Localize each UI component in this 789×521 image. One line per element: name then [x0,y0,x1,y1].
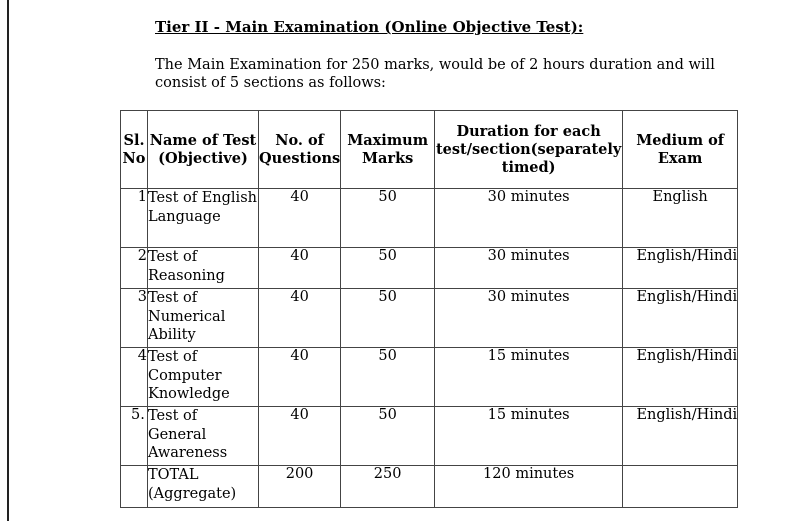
row-duration: 30 minutes [435,248,623,289]
row-medium: English/Hindi [623,248,738,289]
total-sl-empty [121,466,148,508]
row-test-name: Test of Reasoning [148,248,259,289]
row-medium: English/Hindi [623,407,738,466]
total-row [121,466,738,508]
table-row [121,289,738,348]
table-header-row [121,111,738,189]
row-duration: 30 minutes [435,289,623,348]
total-medium-empty [623,466,738,508]
row-medium: English/Hindi [623,289,738,348]
row-questions: 40 [259,348,341,407]
row-duration: 15 minutes [435,348,623,407]
total-label: TOTAL (Aggregate) [148,466,259,508]
total-max-marks: 250 [341,466,435,508]
row-duration: 30 minutes [435,189,623,248]
header-duration: Duration for each test/section(separately timed) [435,111,623,189]
row-max-marks: 50 [341,189,435,248]
section-heading: Tier II - Main Examination (Online Objective Test): [155,18,584,36]
exam-table [120,110,738,508]
page-left-border [7,0,9,521]
table-row [121,248,738,289]
row-questions: 40 [259,407,341,466]
row-test-name: Test of General Awareness [148,407,259,466]
row-max-marks: 50 [341,348,435,407]
row-test-name: Test of Numerical Ability [148,289,259,348]
table-row [121,407,738,466]
row-questions: 40 [259,248,341,289]
header-questions: No. of Questions [259,111,341,189]
row-questions: 40 [259,289,341,348]
row-duration: 15 minutes [435,407,623,466]
row-sl-no: 4 [121,348,148,407]
row-sl-no: 1 [121,189,148,248]
row-test-name: Test of English Language [148,189,259,248]
row-max-marks: 50 [341,407,435,466]
row-medium: English [623,189,738,248]
row-test-name: Test of Computer Knowledge [148,348,259,407]
intro-paragraph: The Main Examination for 250 marks, would be of 2 hours duration and will consist of 5 sections as follows: [155,57,715,91]
row-sl-no: 5. [121,407,148,466]
row-max-marks: 50 [341,248,435,289]
header-medium: Medium of Exam [623,111,738,189]
total-duration: 120 minutes [435,466,623,508]
header-max-marks: Maximum Marks [341,111,435,189]
row-max-marks: 50 [341,289,435,348]
header-sl-no: Sl. No [121,111,148,189]
row-questions: 40 [259,189,341,248]
table-row [121,348,738,407]
table-row [121,189,738,248]
row-sl-no: 3 [121,289,148,348]
header-test-name: Name of Test (Objective) [148,111,259,189]
total-questions: 200 [259,466,341,508]
row-medium: English/Hindi [623,348,738,407]
row-sl-no: 2 [121,248,148,289]
